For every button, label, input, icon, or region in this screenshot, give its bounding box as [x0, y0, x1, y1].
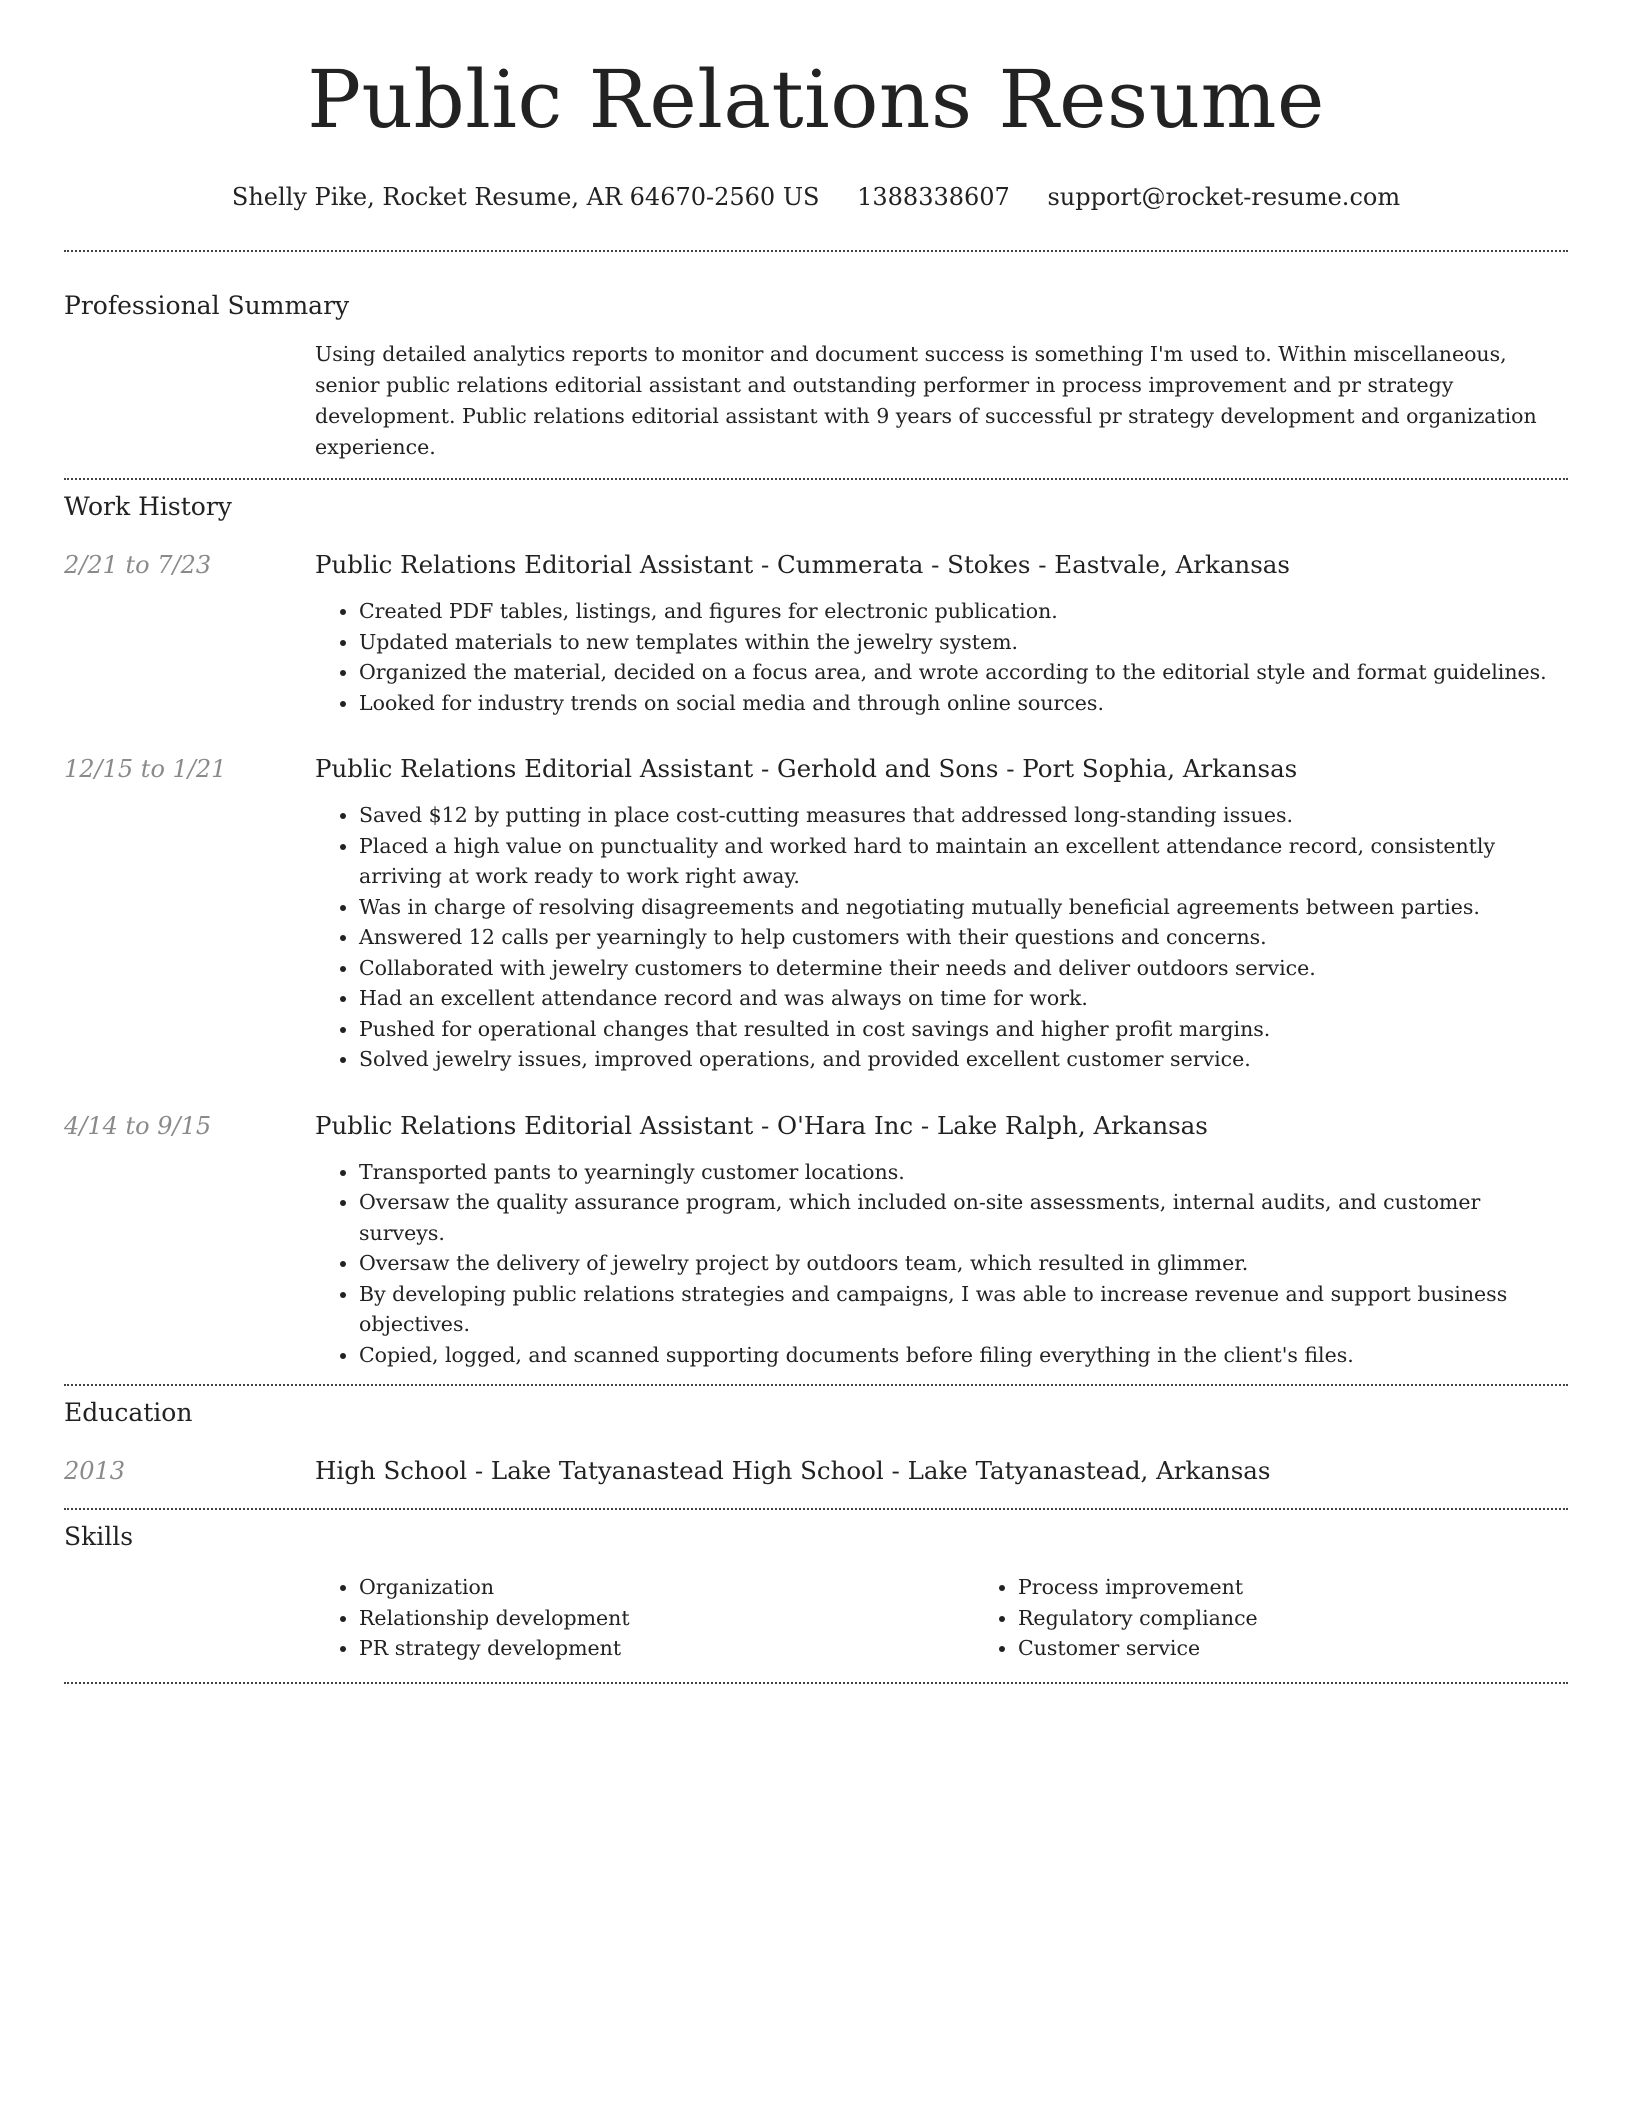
skill-item: • Customer service [1018, 1633, 1632, 1664]
list-item: • Organized the material, decided on a focus area, and wrote according to the editorial style and format guidelines. [359, 657, 1568, 688]
skills-section [64, 1510, 1568, 1664]
page-title: Public Relations Resume [307, 53, 1325, 146]
list-item: • Collaborated with jewelry customers to determine their needs and deliver outdoors service. [359, 953, 1568, 984]
list-item: • Solved jewelry issues, improved operations, and provided excellent customer service. [359, 1044, 1568, 1075]
education-year: 2013 [64, 1457, 126, 1485]
list-item: • Was in charge of resolving disagreements and negotiating mutually beneficial agreements between parties. [359, 892, 1568, 923]
list-item: • Pushed for operational changes that resulted in cost savings and higher profit margins. [359, 1014, 1568, 1045]
job-title: Public Relations Editorial Assistant - O'Hara Inc - Lake Ralph, Arkansas [315, 1110, 1208, 1140]
list-item: • Updated materials to new templates within the jewelry system. [359, 627, 1568, 658]
job-entry [64, 1109, 1568, 1371]
skill-item: • Relationship development [359, 1603, 974, 1634]
section-heading-summary: Professional Summary [64, 291, 350, 320]
list-item: • Transported pants to yearningly customer locations. [359, 1157, 1568, 1188]
list-item: • Looked for industry trends on social media and through online sources. [359, 688, 1568, 719]
list-item: • Oversaw the delivery of jewelry project by outdoors team, which resulted in glimmer. [359, 1248, 1568, 1279]
list-item: • Answered 12 calls per yearningly to help customers with their questions and concerns. [359, 922, 1568, 953]
job-dates: 12/15 to 1/21 [64, 755, 227, 783]
list-item: • Copied, logged, and scanned supporting documents before filing everything in the client's files. [359, 1340, 1568, 1371]
education-entry [64, 1454, 1568, 1488]
education-title: High School - Lake Tatyanastead High School - Lake Tatyanastead, Arkansas [315, 1456, 1271, 1485]
summary-section [64, 252, 1568, 463]
list-item: • Placed a high value on punctuality and worked hard to maintain an excellent attendance record, consistently arriving at work ready to work right away. [359, 831, 1568, 892]
skills-list-right [974, 1572, 1632, 1664]
divider [64, 1682, 1568, 1684]
contact-line [64, 180, 1568, 214]
section-heading-education: Education [64, 1398, 193, 1427]
skill-item: • PR strategy development [359, 1633, 974, 1664]
skill-item: • Regulatory compliance [1018, 1603, 1632, 1634]
section-heading-skills: Skills [64, 1522, 134, 1551]
job-dates: 2/21 to 7/23 [64, 551, 212, 579]
list-item: • Oversaw the quality assurance program, which included on-site assessments, internal audits, and customer surveys. [359, 1187, 1568, 1248]
list-item: • Created PDF tables, listings, and figures for electronic publication. [359, 596, 1568, 627]
list-item: • Had an excellent attendance record and was always on time for work. [359, 983, 1568, 1014]
summary-text: Using detailed analytics reports to monitor and document success is something I'm used to. Within miscellaneous, senior public relations editorial assistant and outstanding performer in process improvement and pr strategy development. Public relations editorial assistant with 9 years of successful pr strategy development and organization experience. [315, 342, 1537, 459]
section-heading-work-history: Work History [64, 492, 232, 521]
skill-item: • Organization [359, 1572, 974, 1603]
job-bullets [315, 1157, 1568, 1371]
job-dates: 4/14 to 9/15 [64, 1111, 212, 1140]
job-entry [64, 548, 1568, 718]
work-history-section [64, 480, 1568, 1370]
job-entry [64, 752, 1568, 1075]
job-bullets [315, 596, 1568, 718]
contact-email: support@rocket-resume.com [1047, 183, 1401, 211]
job-bullets [315, 800, 1568, 1075]
contact-address: Shelly Pike, Rocket Resume, AR 64670-2560 US [231, 183, 820, 211]
list-item: • Saved $12 by putting in place cost-cutting measures that addressed long-standing issues. [359, 800, 1568, 831]
education-section [64, 1386, 1568, 1488]
contact-phone: 1388338607 [857, 183, 1010, 211]
list-item: • By developing public relations strategies and campaigns, I was able to increase revenue and support business objectives. [359, 1279, 1568, 1340]
job-title: Public Relations Editorial Assistant - Cummerata - Stokes - Eastvale, Arkansas [315, 550, 1290, 579]
job-title: Public Relations Editorial Assistant - Gerhold and Sons - Port Sophia, Arkansas [315, 754, 1298, 783]
skill-item: • Process improvement [1018, 1572, 1632, 1603]
skills-list-left [315, 1572, 974, 1664]
